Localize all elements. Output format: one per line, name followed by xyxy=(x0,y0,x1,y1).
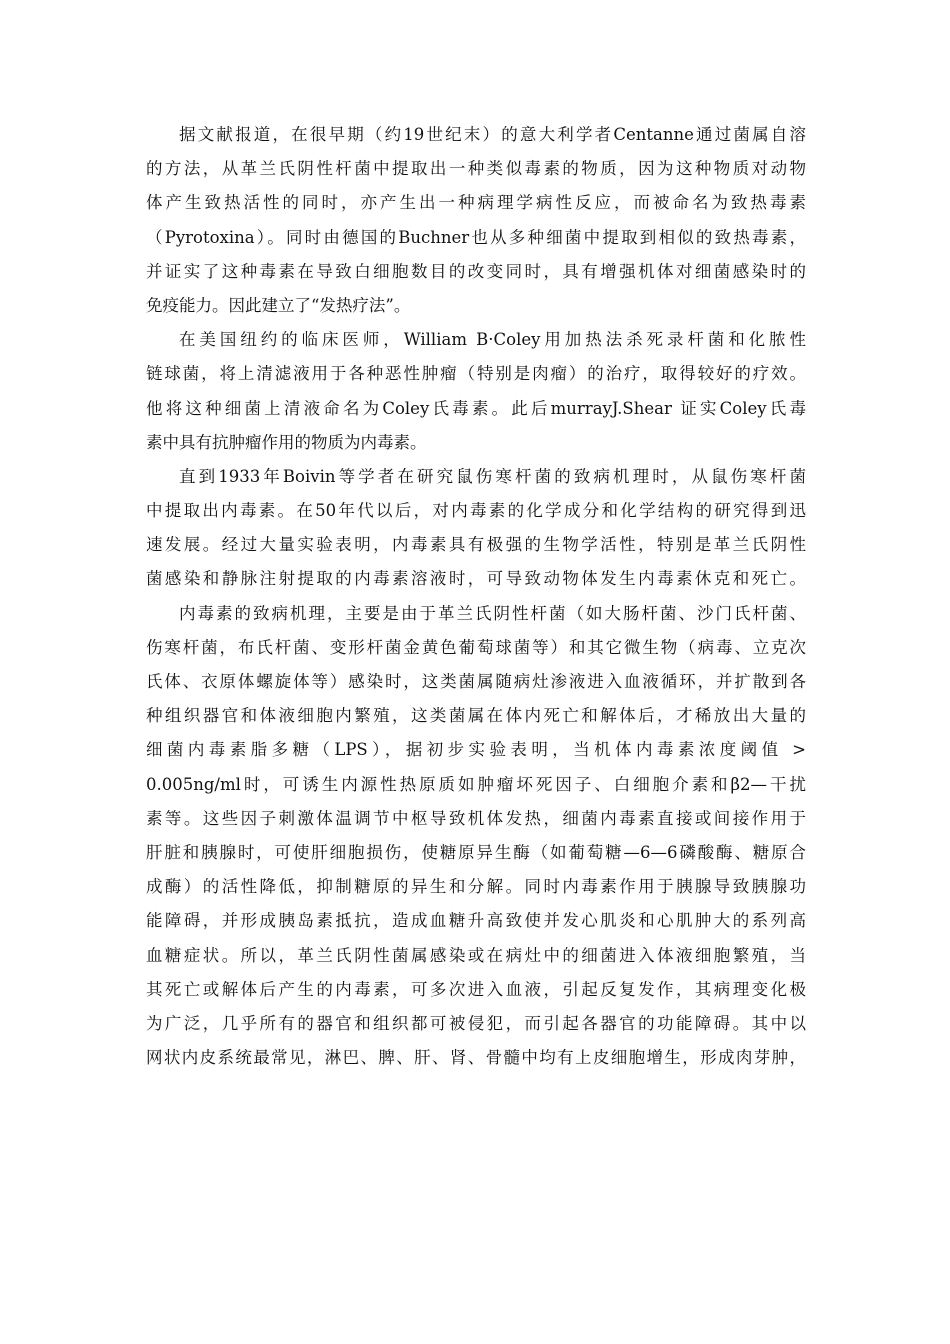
text-line: 链球菌，将上清滤液用于各种恶性肿瘤（特别是肉瘤）的治疗，取得较好的疗效。 xyxy=(146,364,806,384)
text-line: 体产生致热活性的同时，亦产生出一种病理学病性反应，而被命名为致热毒素 xyxy=(146,193,806,213)
body-text xyxy=(146,118,806,1075)
text-line: 速发展。经过大量实验表明，内毒素具有极强的生物学活性，特别是革兰氏阴性 xyxy=(146,535,806,555)
text-line: 0.005ng/ml时，可诱生内源性热原质如肿瘤坏死因子、白细胞介素和β2—干扰 xyxy=(146,774,806,794)
text-line: 为广泛，几乎所有的器官和组织都可被侵犯，而引起各器官的功能障碍。其中以 xyxy=(146,1013,806,1033)
text-line: 免疫能力。因此建立了“发热疗法”。 xyxy=(146,295,411,315)
text-line: 并证实了这种毒素在导致白细胞数目的改变同时，具有增强机体对细菌感染时的 xyxy=(146,261,806,281)
text-line: 能障碍，并形成胰岛素抵抗，造成血糖升高致使并发心肌炎和心肌肿大的系列高 xyxy=(146,911,806,931)
text-line: 网状内皮系统最常见，淋巴、脾、肝、肾、骨髓中均有上皮细胞增生，形成肉芽肿， xyxy=(146,1048,806,1068)
text-line: 直到1933年Boivin等学者在研究鼠伤寒杆菌的致病机理时，从鼠伤寒杆菌 xyxy=(179,466,806,486)
text-line: 内毒素的致病机理，主要是由于革兰氏阴性杆菌（如大肠杆菌、沙门氏杆菌、 xyxy=(179,603,806,623)
text-line: 其死亡或解体后产生的内毒素，可多次进入血液，引起反复发作，其病理变化极 xyxy=(146,979,806,999)
text-line: 氏体、衣原体螺旋体等）感染时，这类菌属随病灶渗液进入血液循环，并扩散到各 xyxy=(146,672,806,691)
text-line: 素中具有抗肿瘤作用的物质为内毒素。 xyxy=(146,432,427,452)
text-line: 素等。这些因子刺激体温调节中枢导致机体发热，细菌内毒素直接或间接作用于 xyxy=(146,808,806,828)
text-line: 血糖症状。所以，革兰氏阴性菌属感染或在病灶中的细菌进入体液细胞繁殖，当 xyxy=(146,945,806,965)
text-line: 据文献报道，在很早期（约19世纪末）的意大利学者Centanne通过菌属自溶 xyxy=(179,125,806,144)
text-line: 伤寒杆菌，布氏杆菌、变形杆菌金黄色葡萄球菌等）和其它微生物（病毒、立克次 xyxy=(146,637,806,657)
text-line: 他将这种细菌上清液命名为Coley氏毒素。此后murrayJ.Shear 证实Coley氏毒 xyxy=(146,398,806,418)
text-line: 成酶）的活性降低，抑制糖原的异生和分解。同时内毒素作用于胰腺导致胰腺功 xyxy=(146,877,806,897)
text-line: 肝脏和胰腺时，可使肝细胞损伤，使糖原异生酶（如葡萄糖—6—6磷酸酶、糖原合 xyxy=(146,842,806,862)
text-line: 的方法，从革兰氏阴性杆菌中提取出一种类似毒素的物质，因为这种物质对动物 xyxy=(146,159,806,179)
text-line: 菌感染和静脉注射提取的内毒素溶液时，可导致动物体发生内毒素休克和死亡。 xyxy=(146,569,806,589)
text-line: （Pyrotoxina）。同时由德国的Buchner也从多种细菌中提取到相似的致热毒素， xyxy=(146,227,806,247)
text-line: 种组织器官和体液细胞内繁殖，这类菌属在体内死亡和解体后，才稀放出大量的 xyxy=(146,706,806,726)
text-line: 中提取出内毒素。在50年代以后，对内毒素的化学成分和化学结构的研究得到迅 xyxy=(146,501,806,521)
text-line: 细菌内毒素脂多糖（LPS），据初步实验表明，当机体内毒素浓度阈值 > xyxy=(146,740,806,760)
text-line: 在美国纽约的临床医师，William B·Coley用加热法杀死录杆菌和化脓性 xyxy=(179,330,806,350)
